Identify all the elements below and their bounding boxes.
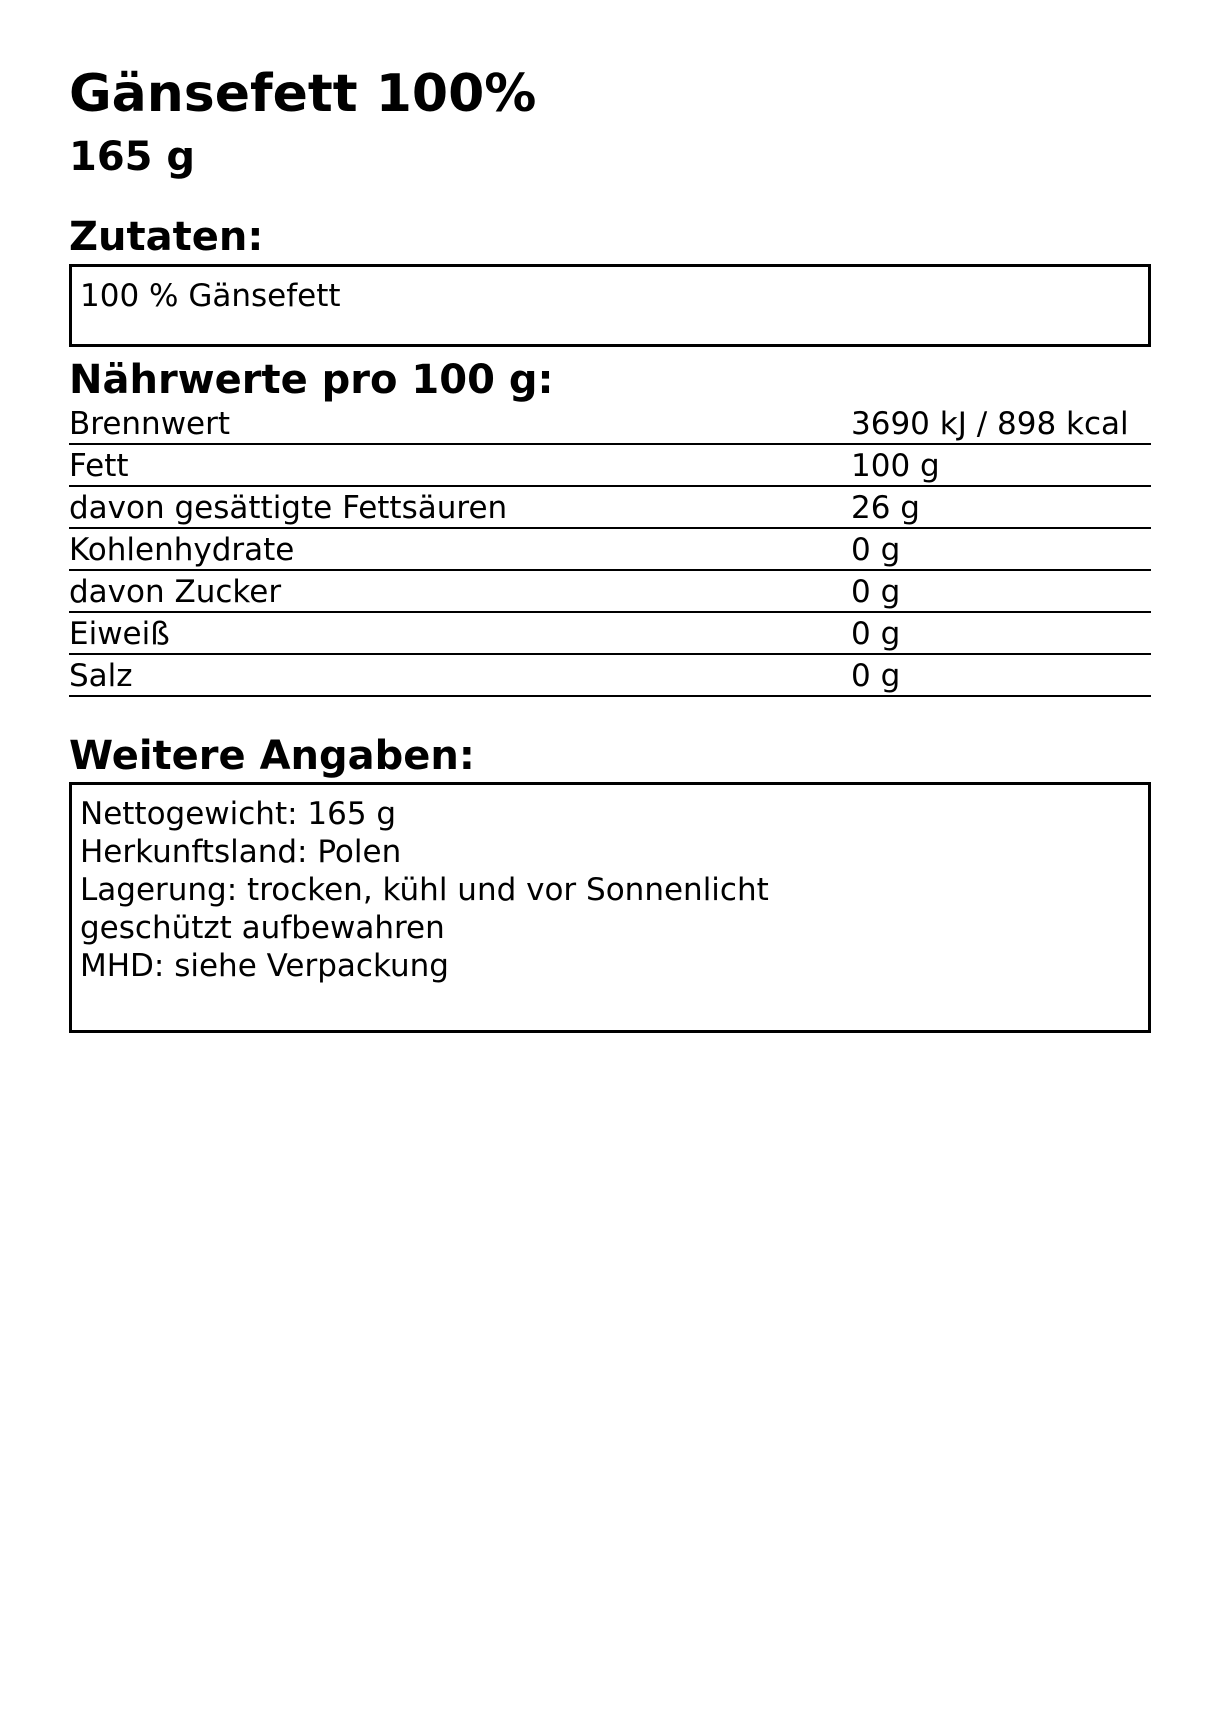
product-title: Gänsefett 100%	[69, 64, 537, 124]
storage-line: Lagerung: trocken, kühl und vor Sonnenlicht	[80, 872, 769, 908]
nutrition-row-brennwert	[69, 403, 1151, 445]
nutrition-row-fett	[69, 445, 1151, 487]
ingredients-text: 100 % Gänsefett	[80, 278, 341, 314]
nutrition-row-zucker	[69, 571, 1151, 613]
ingredients-heading: Zutaten:	[69, 214, 264, 260]
nutrition-label: Kohlenhydrate	[69, 532, 295, 568]
nutrition-value: 26 g	[851, 490, 920, 526]
nutrition-table	[69, 403, 1151, 697]
origin-line: Herkunftsland: Polen	[80, 834, 402, 870]
nutrition-label: Eiweiß	[69, 616, 170, 652]
nutrition-heading: Nährwerte pro 100 g:	[69, 357, 554, 403]
nutrition-value: 0 g	[851, 658, 901, 694]
nutrition-row-kohlenhydrate	[69, 529, 1151, 571]
nutrition-value: 0 g	[851, 616, 901, 652]
further-info-heading: Weitere Angaben:	[69, 733, 475, 779]
nutrition-row-salz	[69, 655, 1151, 697]
storage-line-continued: geschützt aufbewahren	[80, 910, 445, 946]
nutrition-label: Fett	[69, 448, 129, 484]
net-weight-line: Nettogewicht: 165 g	[80, 796, 397, 832]
nutrition-value: 100 g	[851, 448, 940, 484]
nutrition-label: davon Zucker	[69, 574, 282, 610]
ingredients-box	[69, 264, 1151, 347]
product-weight: 165 g	[69, 134, 196, 180]
nutrition-value: 0 g	[851, 574, 901, 610]
nutrition-label: Brennwert	[69, 406, 231, 442]
nutrition-label: Salz	[69, 658, 133, 694]
best-before-line: MHD: siehe Verpackung	[80, 948, 449, 984]
nutrition-label: davon gesättigte Fettsäuren	[69, 490, 508, 526]
nutrition-value: 0 g	[851, 532, 901, 568]
further-info-box	[69, 782, 1151, 1033]
nutrition-row-eiweiss	[69, 613, 1151, 655]
nutrition-row-gesaettigte-fettsaeuren	[69, 487, 1151, 529]
nutrition-value: 3690 kJ / 898 kcal	[851, 406, 1129, 442]
